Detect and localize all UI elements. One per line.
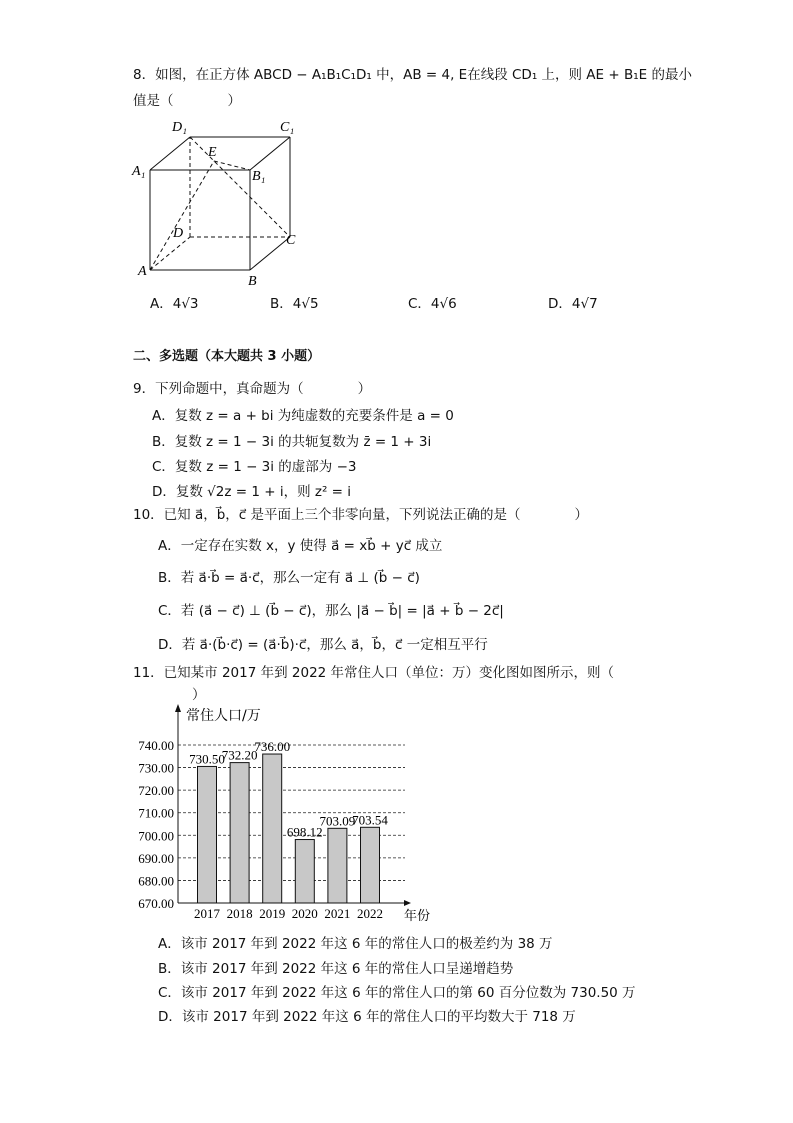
q8-option-d: D．4√7	[548, 296, 598, 312]
chart-value-label: 732.20	[221, 747, 258, 763]
chart-x-tick-label: 2020	[291, 906, 318, 921]
chart-y-tick-label: 740.00	[138, 738, 174, 753]
chart-x-tick-label: 2022	[357, 906, 383, 921]
label-D1: D₁	[172, 120, 187, 135]
chart-bar	[230, 763, 249, 903]
chart-y-tick-label: 700.00	[138, 828, 174, 844]
q9-option-d: D．复数 √2z = 1 + i，则 z² = i	[152, 484, 352, 500]
label-D: D	[173, 226, 184, 241]
chart-y-tick-label: 730.00	[138, 760, 174, 776]
q11-stem-line1: 11．已知某市 2017 年到 2022 年常住人口（单位：万）变化图如图所示，则（	[133, 665, 615, 681]
label-C1: C₁	[280, 120, 295, 135]
label-B1: B₁	[252, 169, 266, 184]
chart-value-label: 698.12	[286, 824, 323, 840]
chart-bar	[328, 828, 347, 903]
population-bar-chart	[120, 700, 450, 925]
q10-option-c: C．若 (a⃗ − c⃗) ⊥ (b⃗ − c⃗)，那么 |a⃗ − b⃗| = |a⃗ + b⃗ − 2c⃗|	[158, 603, 504, 619]
chart-x-tick-label: 2019	[259, 906, 286, 921]
q8-option-c: C．4√6	[408, 296, 457, 312]
q9-stem: 9．下列命题中，真命题为（ ）	[133, 381, 372, 397]
chart-y-tick-label: 670.00	[138, 896, 174, 911]
chart-bar	[198, 766, 217, 903]
label-A1: A₁	[132, 164, 146, 179]
chart-x-tick-label: 2018	[226, 906, 253, 921]
q8-option-a: A．4√3	[150, 296, 199, 312]
chart-y-tick-labels	[138, 738, 174, 911]
chart-y-tick-label: 680.00	[138, 873, 174, 889]
label-A: A	[138, 264, 147, 279]
chart-value-label: 703.09	[319, 813, 356, 829]
chart-y-tick-label: 690.00	[138, 850, 174, 866]
chart-y-tick-label: 720.00	[138, 783, 174, 799]
q10-stem: 10．已知 a⃗，b⃗，c⃗ 是平面上三个非零向量，下列说法正确的是（ ）	[133, 507, 589, 523]
q11-option-d: D．该市 2017 年到 2022 年这 6 年的常住人口的平均数大于 718 万	[158, 1009, 576, 1025]
q11-option-a: A．该市 2017 年到 2022 年这 6 年的常住人口的极差约为 38 万	[158, 936, 553, 952]
chart-x-axis-arrow	[404, 900, 411, 906]
chart-value-label: 730.50	[189, 751, 225, 767]
cube-diagram	[128, 115, 308, 290]
chart-x-axis-label: 年份	[404, 909, 431, 924]
q11-option-c: C．该市 2017 年到 2022 年这 6 年的常住人口的第 60 百分位数为 730.50 万	[158, 985, 636, 1001]
q8-stem-line2: 值是（ ）	[133, 93, 241, 109]
q11-option-b: B．该市 2017 年到 2022 年这 6 年的常住人口呈递增趋势	[158, 961, 514, 977]
q10-option-d: D．若 a⃗·(b⃗·c⃗) = (a⃗·b⃗)·c⃗，那么 a⃗，b⃗，c⃗ 一定相互平行	[158, 637, 488, 653]
q9-option-a: A．复数 z = a + bi 为纯虚数的充要条件是 a = 0	[152, 408, 454, 424]
chart-bar	[361, 827, 380, 903]
chart-x-tick-label: 2021	[324, 906, 351, 921]
chart-value-label: 736.00	[254, 739, 291, 755]
q10-option-b: B．若 a⃗·b⃗ = a⃗·c⃗，那么一定有 a⃗ ⊥ (b⃗ − c⃗)	[158, 570, 420, 586]
q9-option-c: C．复数 z = 1 − 3i 的虚部为 −3	[152, 459, 357, 475]
q8-option-b: B．4√5	[270, 296, 319, 312]
label-B: B	[248, 274, 257, 289]
q8-stem-line1: 8．如图，在正方体 ABCD − A₁B₁C₁D₁ 中，AB = 4, E在线段 CD₁ 上，则 AE + B₁E 的最小	[133, 67, 692, 83]
chart-bar	[263, 754, 282, 903]
chart-value-label: 703.54	[352, 812, 388, 828]
q11-stem-line2: ）	[192, 687, 206, 703]
chart-y-axis-label: 常住人口/万	[186, 708, 261, 724]
section-heading: 二、多选题（本大题共 3 小题）	[133, 349, 321, 364]
label-C: C	[286, 233, 296, 248]
q10-option-a: A．一定存在实数 x，y 使得 a⃗ = xb⃗ + yc⃗ 成立	[158, 538, 443, 554]
chart-bar	[295, 840, 314, 903]
label-E: E	[208, 145, 217, 160]
chart-y-axis-arrow	[175, 704, 181, 712]
chart-value-labels	[189, 739, 388, 840]
chart-x-tick-labels	[194, 906, 383, 921]
chart-y-tick-label: 710.00	[138, 805, 174, 821]
q9-option-b: B．复数 z = 1 − 3i 的共轭复数为 z̄ = 1 + 3i	[152, 434, 432, 450]
chart-x-tick-label: 2017	[194, 906, 220, 921]
